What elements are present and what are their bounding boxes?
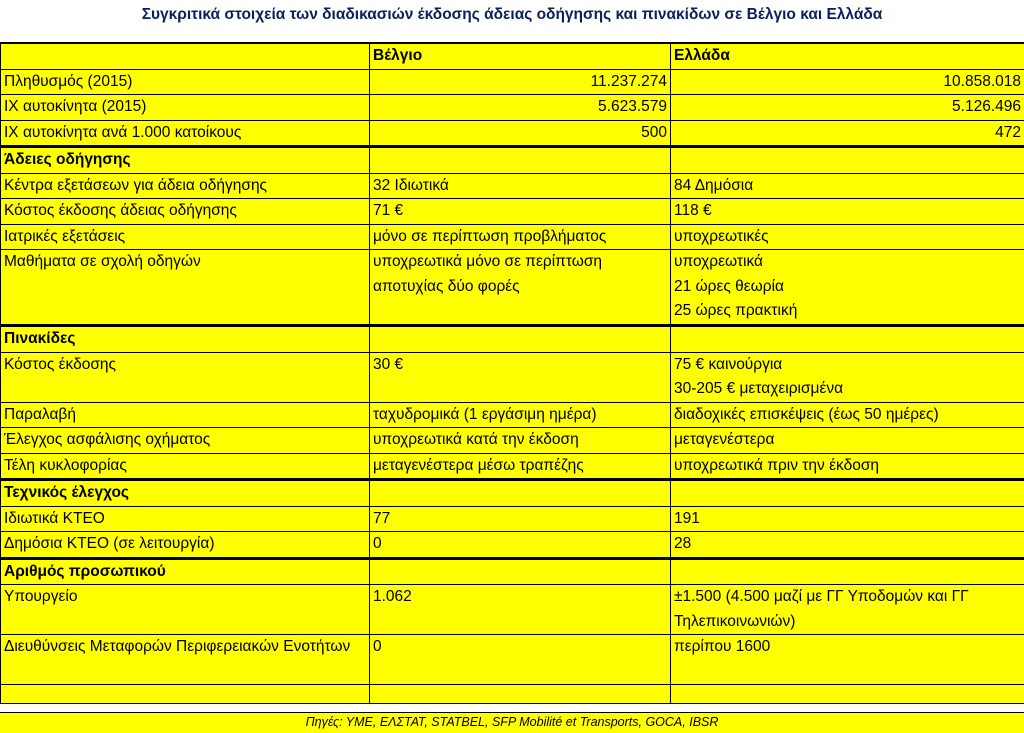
- belgium-value: υποχρεωτικά κατά την έκδοση: [370, 428, 671, 454]
- greece-value: υποχρεωτικές: [671, 224, 1024, 250]
- section-title: Τεχνικός έλεγχος: [1, 480, 370, 507]
- greece-value: διαδοχικές επισκέψεις (έως 50 ημέρες): [671, 402, 1024, 428]
- belgium-value: [370, 147, 671, 174]
- belgium-value: 11.237.274: [370, 69, 671, 95]
- row-label: [1, 685, 370, 704]
- greece-value: ±1.500 (4.500 μαζί με ΓΓ Υποδομών και ΓΓ Τηλεπικοινωνιών): [671, 585, 1024, 635]
- belgium-value: 77: [370, 506, 671, 532]
- greece-value: [671, 352, 1024, 402]
- section-row: [1, 558, 1024, 585]
- table-row: [1, 428, 1024, 454]
- header-row: [1, 43, 1024, 69]
- row-label: ΙΧ αυτοκίνητα (2015): [1, 95, 370, 121]
- belgium-value: [370, 480, 671, 507]
- greece-value: υποχρεωτικά πριν την έκδοση: [671, 453, 1024, 480]
- table-row: [1, 173, 1024, 199]
- header-cell-label: [1, 43, 370, 69]
- value-line: 75 € καινούργια: [674, 353, 1021, 378]
- table-row: [1, 352, 1024, 402]
- table-row: [1, 532, 1024, 559]
- section-title: Αριθμός προσωπικού: [1, 558, 370, 585]
- belgium-value: μόνο σε περίπτωση προβλήματος: [370, 224, 671, 250]
- row-label: Κόστος έκδοσης άδειας οδήγησης: [1, 199, 370, 225]
- greece-value: περίπου 1600: [671, 635, 1024, 685]
- blank-row: [1, 685, 1024, 704]
- table-row: [1, 453, 1024, 480]
- greece-value: 5.126.496: [671, 95, 1024, 121]
- section-title: Άδειες οδήγησης: [1, 147, 370, 174]
- belgium-value: ταχυδρομικά (1 εργάσιμη ημέρα): [370, 402, 671, 428]
- belgium-value: 0: [370, 532, 671, 559]
- value-line: υποχρεωτικά: [674, 250, 1021, 275]
- greece-value: μεταγενέστερα: [671, 428, 1024, 454]
- belgium-value: 71 €: [370, 199, 671, 225]
- belgium-value: υποχρεωτικά μόνο σε περίπτωση αποτυχίας δύο φορές: [370, 250, 671, 326]
- section-row: [1, 480, 1024, 507]
- greece-value: 84 Δημόσια: [671, 173, 1024, 199]
- belgium-value: 1.062: [370, 585, 671, 635]
- row-label: Τέλη κυκλοφορίας: [1, 453, 370, 480]
- table-row: [1, 95, 1024, 121]
- belgium-value: μεταγενέστερα μέσω τραπέζης: [370, 453, 671, 480]
- row-label: ΙΧ αυτοκίνητα ανά 1.000 κατοίκους: [1, 120, 370, 147]
- source-note: Πηγές: ΥΜΕ, ΕΛΣΤΑΤ, STATBEL, SFP Mobilité et Transports, GOCA, IBSR: [0, 712, 1024, 733]
- belgium-value: 30 €: [370, 352, 671, 402]
- belgium-value: 500: [370, 120, 671, 147]
- value-line: 25 ώρες πρακτική: [674, 299, 1021, 324]
- belgium-value: [370, 685, 671, 704]
- row-label: Κόστος έκδοσης: [1, 352, 370, 402]
- row-label: Έλεγχος ασφάλισης οχήματος: [1, 428, 370, 454]
- belgium-value: [370, 558, 671, 585]
- row-label: Μαθήματα σε σχολή οδηγών: [1, 250, 370, 326]
- greece-value: [671, 147, 1024, 174]
- row-label: Ιατρικές εξετάσεις: [1, 224, 370, 250]
- value-line: 21 ώρες θεωρία: [674, 275, 1021, 300]
- row-label: Κέντρα εξετάσεων για άδεια οδήγησης: [1, 173, 370, 199]
- header-cell-greece: Ελλάδα: [671, 43, 1024, 69]
- belgium-value: 5.623.579: [370, 95, 671, 121]
- greece-value: 10.858.018: [671, 69, 1024, 95]
- greece-value: [671, 558, 1024, 585]
- page-title: Συγκριτικά στοιχεία των διαδικασιών έκδοσης άδειας οδήγησης και πινακίδων σε Βέλγιο και Ελλάδα: [0, 0, 1024, 42]
- greece-value: [671, 250, 1024, 326]
- table-row: [1, 69, 1024, 95]
- section-title: Πινακίδες: [1, 326, 370, 353]
- row-label: Ιδιωτικά ΚΤΕΟ: [1, 506, 370, 532]
- table-row: [1, 224, 1024, 250]
- comparison-table: [0, 42, 1024, 704]
- greece-value: 472: [671, 120, 1024, 147]
- value-line: 30-205 € μεταχειρισμένα: [674, 377, 1021, 402]
- table-row: [1, 199, 1024, 225]
- greece-value: 118 €: [671, 199, 1024, 225]
- greece-value: 28: [671, 532, 1024, 559]
- table-row: [1, 250, 1024, 326]
- row-label: Διευθύνσεις Μεταφορών Περιφερειακών Ενοτήτων: [1, 635, 370, 685]
- row-label: Δημόσια ΚΤΕΟ (σε λειτουργία): [1, 532, 370, 559]
- row-label: Υπουργείο: [1, 585, 370, 635]
- greece-value: [671, 685, 1024, 704]
- greece-value: [671, 326, 1024, 353]
- belgium-value: 32 Ιδιωτικά: [370, 173, 671, 199]
- section-row: [1, 326, 1024, 353]
- row-label: Πληθυσμός (2015): [1, 69, 370, 95]
- table-row: [1, 120, 1024, 147]
- table-row: [1, 506, 1024, 532]
- table-row: [1, 635, 1024, 685]
- table-row: [1, 402, 1024, 428]
- greece-value: 191: [671, 506, 1024, 532]
- row-label: Παραλαβή: [1, 402, 370, 428]
- header-cell-belgium: Βέλγιο: [370, 43, 671, 69]
- belgium-value: [370, 326, 671, 353]
- table-row: [1, 585, 1024, 635]
- belgium-value: 0: [370, 635, 671, 685]
- section-row: [1, 147, 1024, 174]
- greece-value: [671, 480, 1024, 507]
